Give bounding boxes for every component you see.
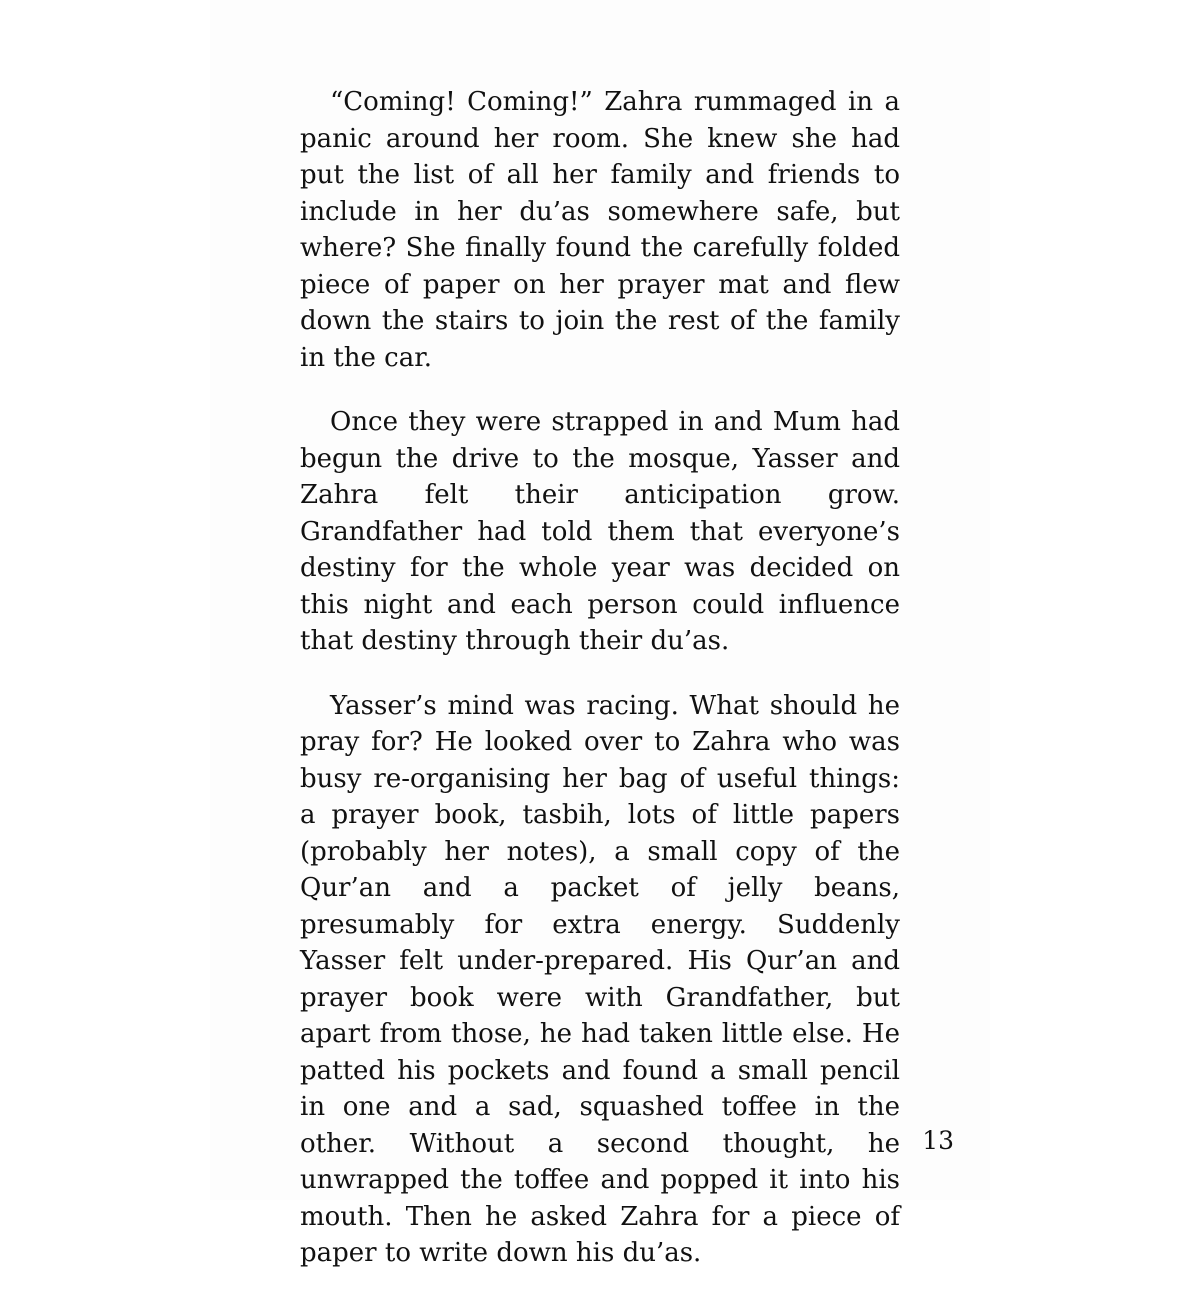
paragraph-1: “Coming! Coming!” Zahra rummaged in a panic around her room. She knew she had put the list of all her family and friends to include in her du’as somewhere safe, but where? She finally found the carefully folded piece of paper on her prayer mat and flew down the stairs to join the rest of the family in the car. — [300, 87, 900, 373]
body-text — [300, 84, 900, 1300]
paragraph-2: Once they were strapped in and Mum had begun the drive to the mosque, Yasser and Zahra felt their anticipation grow. Grandfather had told them that everyone’s destiny for the whole year was decided on this night and each person could influence that destiny through their du’as. — [300, 407, 900, 656]
paragraph-3: Yasser’s mind was racing. What should he pray for? He looked over to Zahra who was busy re-organising her bag of useful things: a prayer book, tasbih, lots of little papers (probably her notes), a small copy of the Qur’an and a packet of jelly beans, presumably for extra energy. Suddenly Yasser felt under-prepared. His Qur’an and prayer book were with Grandfather, but apart from those, he had taken little else. He patted his pockets and found a small pencil in one and a sad, squashed toffee in the other. Without a second thought, he unwrapped the toffee and popped it into his mouth. Then he asked Zahra for a piece of paper to write down his du’as. — [300, 690, 900, 1268]
page-number: 13 — [922, 1126, 954, 1155]
